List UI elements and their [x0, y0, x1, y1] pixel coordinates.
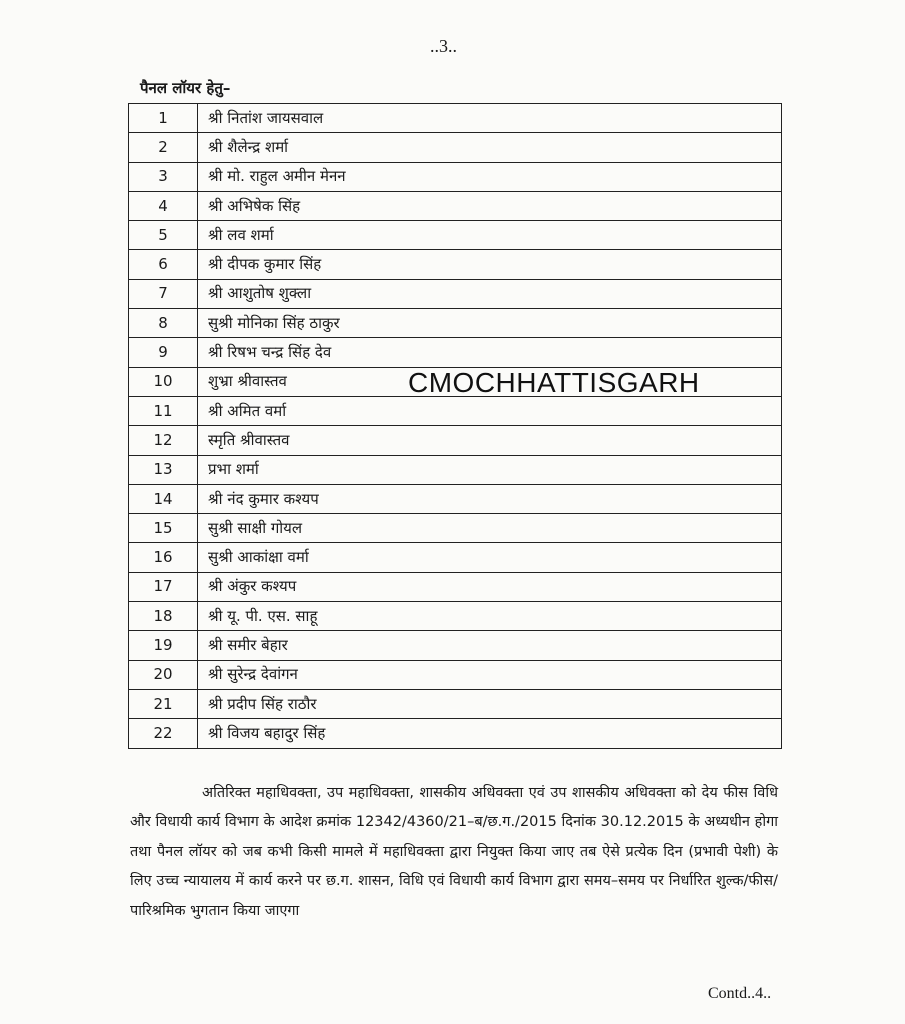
- serial-number-cell: 4: [129, 191, 198, 220]
- lawyer-name-cell: स्मृति श्रीवास्तव: [198, 426, 782, 455]
- serial-number-cell: 10: [129, 367, 198, 396]
- table-row: [129, 191, 782, 220]
- table-row: [129, 338, 782, 367]
- lawyer-name-cell: श्री समीर बेहार: [198, 631, 782, 660]
- lawyer-name-cell: श्री अभिषेक सिंह: [198, 191, 782, 220]
- serial-number-cell: 17: [129, 572, 198, 601]
- watermark: CMOCHHATTISGARH: [408, 367, 700, 398]
- table-row: [129, 455, 782, 484]
- panel-lawyer-rows: [129, 104, 782, 749]
- table-row: [129, 631, 782, 660]
- table-row: [129, 250, 782, 279]
- lawyer-name-cell: प्रभा शर्मा: [198, 455, 782, 484]
- table-row: [129, 104, 782, 133]
- section-heading: पैनल लॉयर हेतु–: [140, 79, 231, 97]
- table-row: [129, 602, 782, 631]
- lawyer-name-cell: श्री नितांश जायसवाल: [198, 104, 782, 133]
- serial-number-cell: 2: [129, 133, 198, 162]
- serial-number-cell: 12: [129, 426, 198, 455]
- table-row: [129, 133, 782, 162]
- table-row: [129, 162, 782, 191]
- serial-number-cell: 15: [129, 514, 198, 543]
- panel-lawyer-table: [128, 103, 782, 749]
- serial-number-cell: 19: [129, 631, 198, 660]
- fee-paragraph: अतिरिक्त महाधिवक्ता, उप महाधिवक्ता, शासकीय अधिवक्ता एवं उप शासकीय अधिवक्ता को देय फीस विधि और विधायी कार्य विभाग के आदेश क्रमांक 12342/4360/21–ब/छ.ग./2015 दिनांक 30.12.2015 के अध्यधीन होगा तथा पैनल लॉयर को जब कभी किसी मामले में महाधिवक्ता द्वारा नियुक्त किया जाए तब ऐसे प्रत्येक दिन (प्रभावी पेशी) के लिए उच्च न्यायालय में कार्य करने पर छ.ग. शासन, विधि एवं विधायी कार्य विभाग द्वारा समय–समय पर निर्धारित शुल्क/फीस/पारिश्रमिक भुगतान किया जाएगा: [130, 785, 778, 919]
- lawyer-name-cell: श्री रिषभ चन्द्र सिंह देव: [198, 338, 782, 367]
- table-row: [129, 484, 782, 513]
- lawyer-name-cell: सुश्री साक्षी गोयल: [198, 514, 782, 543]
- serial-number-cell: 1: [129, 104, 198, 133]
- lawyer-name-cell: सुश्री आकांक्षा वर्मा: [198, 543, 782, 572]
- serial-number-cell: 18: [129, 602, 198, 631]
- lawyer-name-cell: श्री शैलेन्द्र शर्मा: [198, 133, 782, 162]
- lawyer-name-cell: श्री दीपक कुमार सिंह: [198, 250, 782, 279]
- serial-number-cell: 3: [129, 162, 198, 191]
- serial-number-cell: 20: [129, 660, 198, 689]
- serial-number-cell: 21: [129, 689, 198, 718]
- table-row: [129, 719, 782, 748]
- serial-number-cell: 7: [129, 279, 198, 308]
- page-number: ..3..: [430, 36, 457, 56]
- lawyer-name-cell: श्री आशुतोष शुक्ला: [198, 279, 782, 308]
- table-row: [129, 572, 782, 601]
- table-row: [129, 309, 782, 338]
- continued-note: Contd..4..: [708, 985, 772, 1002]
- lawyer-name-cell: श्री नंद कुमार कश्यप: [198, 484, 782, 513]
- lawyer-name-cell: श्री प्रदीप सिंह राठौर: [198, 689, 782, 718]
- lawyer-name-cell: श्री लव शर्मा: [198, 221, 782, 250]
- table-row: [129, 514, 782, 543]
- lawyer-name-cell: शुभ्रा श्रीवास्तव: [198, 367, 782, 396]
- table-row: [129, 396, 782, 425]
- lawyer-name-cell: श्री अमित वर्मा: [198, 396, 782, 425]
- serial-number-cell: 16: [129, 543, 198, 572]
- serial-number-cell: 13: [129, 455, 198, 484]
- serial-number-cell: 5: [129, 221, 198, 250]
- lawyer-name-cell: श्री अंकुर कश्यप: [198, 572, 782, 601]
- table-row: [129, 279, 782, 308]
- table-row: [129, 543, 782, 572]
- lawyer-name-cell: सुश्री मोनिका सिंह ठाकुर: [198, 309, 782, 338]
- serial-number-cell: 22: [129, 719, 198, 748]
- table-row: [129, 426, 782, 455]
- lawyer-name-cell: श्री यू. पी. एस. साहू: [198, 602, 782, 631]
- table-row: [129, 689, 782, 718]
- serial-number-cell: 9: [129, 338, 198, 367]
- serial-number-cell: 8: [129, 309, 198, 338]
- serial-number-cell: 6: [129, 250, 198, 279]
- lawyer-name-cell: श्री विजय बहादुर सिंह: [198, 719, 782, 748]
- lawyer-name-cell: श्री सुरेन्द्र देवांगन: [198, 660, 782, 689]
- table-row: [129, 660, 782, 689]
- lawyer-name-cell: श्री मो. राहुल अमीन मेनन: [198, 162, 782, 191]
- serial-number-cell: 11: [129, 396, 198, 425]
- serial-number-cell: 14: [129, 484, 198, 513]
- table-row: [129, 221, 782, 250]
